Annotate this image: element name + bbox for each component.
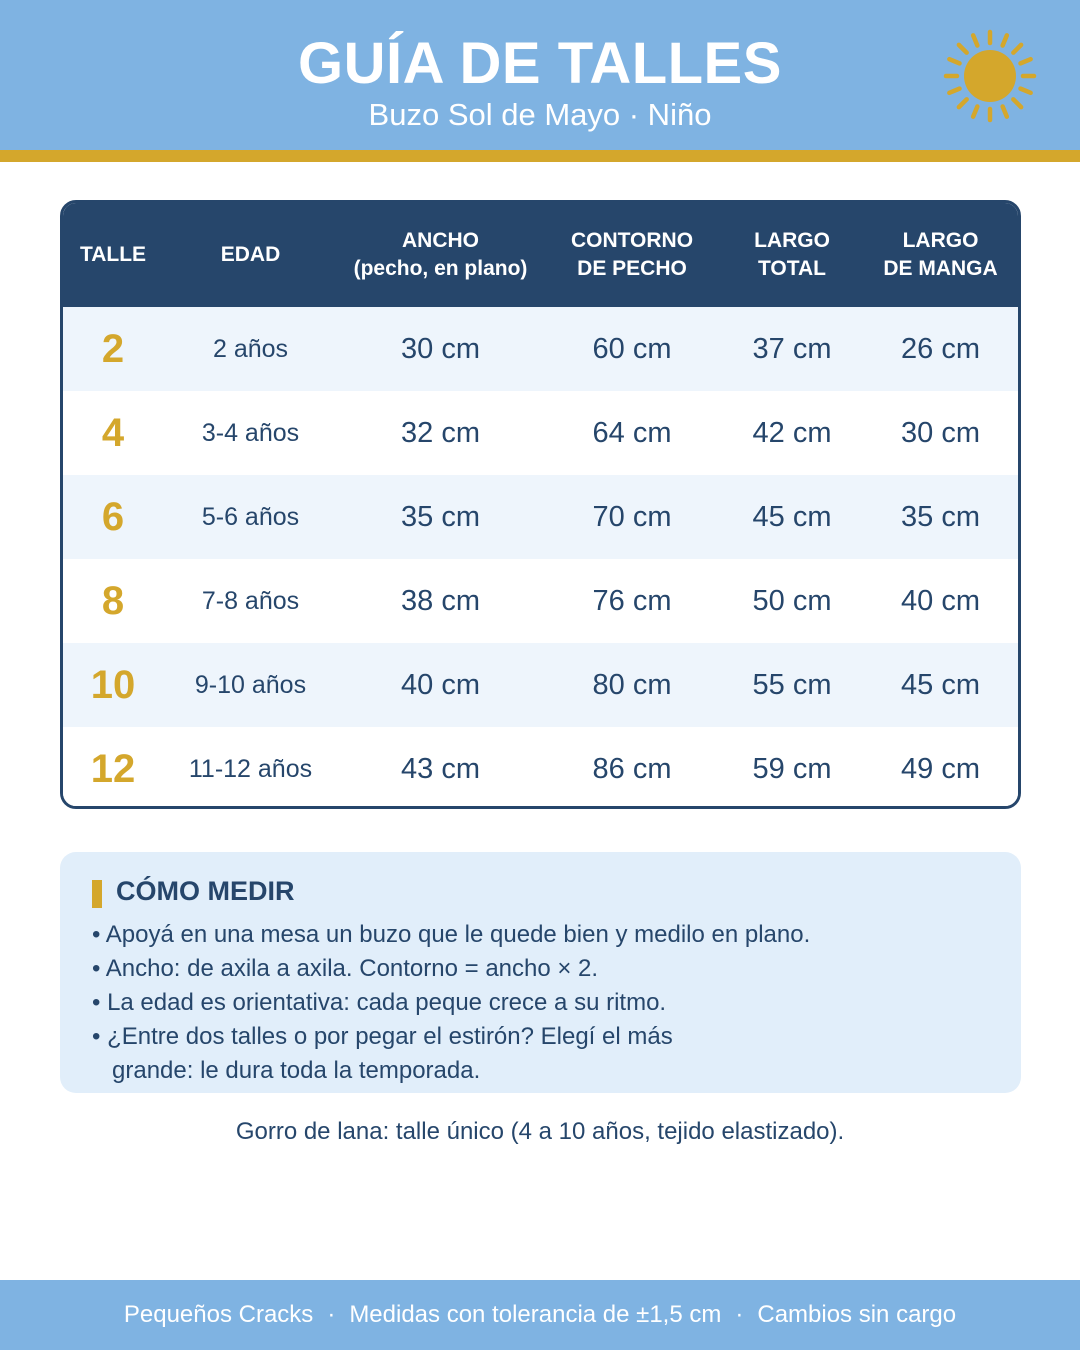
column-header-line: TOTAL xyxy=(757,257,827,280)
measurement-cell: 40 cm xyxy=(901,584,980,617)
measurement-cell: 80 cm xyxy=(592,668,672,701)
how-to-measure-title: CÓMO MEDIR xyxy=(116,876,295,906)
column-header xyxy=(543,203,721,307)
column-header-line: LARGO xyxy=(902,229,979,252)
column-header xyxy=(163,203,338,307)
list-item: grande: le dura toda la temporada. xyxy=(92,1057,481,1084)
hat-size-note: Gorro de lana: talle único (4 a 10 años, tejido elastizado). xyxy=(235,1118,845,1145)
sun-ray xyxy=(959,45,967,53)
measurement-cell: 45 cm xyxy=(901,668,980,701)
footer-exchange: Cambios sin cargo xyxy=(757,1301,957,1328)
age-cell: 11-12 años xyxy=(188,754,313,783)
measurement-cell: 59 cm xyxy=(752,752,832,785)
measurement-cell: 76 cm xyxy=(592,584,672,617)
section-accent-bar xyxy=(92,880,102,908)
measurement-cell: 40 cm xyxy=(401,668,480,701)
sun-ray xyxy=(949,59,959,63)
page-subtitle: Buzo Sol de Mayo · Niño xyxy=(368,97,712,132)
column-header-line: ANCHO xyxy=(402,229,479,252)
table-row xyxy=(63,475,1018,559)
table-row xyxy=(63,727,1018,809)
footer-tolerance: Medidas con tolerancia de ±1,5 cm xyxy=(349,1301,722,1328)
sun-ray xyxy=(1013,45,1021,53)
size-cell: 4 xyxy=(101,410,125,455)
column-header-line: EDAD xyxy=(220,243,281,266)
measurement-cell: 42 cm xyxy=(752,416,832,449)
column-header-line: DE MANGA xyxy=(883,257,998,280)
size-cell: 12 xyxy=(90,746,136,791)
age-cell: 3-4 años xyxy=(201,418,300,447)
footer-separator: · xyxy=(735,1301,744,1328)
column-header xyxy=(863,203,1018,307)
column-header-line: (pecho, en plano) xyxy=(353,257,528,280)
measurement-cell: 43 cm xyxy=(401,752,480,785)
measurement-cell: 35 cm xyxy=(401,500,480,533)
column-header-line: LARGO xyxy=(754,229,830,252)
measurement-cell: 45 cm xyxy=(752,500,832,533)
size-table-container xyxy=(60,200,1021,809)
column-header-line: DE PECHO xyxy=(577,257,687,280)
measurement-cell: 35 cm xyxy=(901,500,980,533)
measurement-cell: 30 cm xyxy=(401,332,480,365)
table-body xyxy=(63,307,1018,809)
measurement-cell: 86 cm xyxy=(592,752,672,785)
size-cell: 6 xyxy=(101,494,125,539)
size-cell: 10 xyxy=(90,662,136,707)
age-cell: 9-10 años xyxy=(194,670,307,699)
table-header-row xyxy=(63,203,1018,307)
footer-band xyxy=(0,1280,1080,1350)
sun-ray xyxy=(1003,106,1007,116)
sun-ray xyxy=(1003,35,1007,45)
measurement-cell: 60 cm xyxy=(592,332,672,365)
measurement-cell: 49 cm xyxy=(901,752,980,785)
sun-ray xyxy=(1020,89,1030,93)
how-to-measure-box xyxy=(60,852,1021,1093)
age-cell: 5-6 años xyxy=(201,502,300,531)
sun-ray xyxy=(973,106,977,116)
age-cell: 2 años xyxy=(212,334,289,363)
column-header xyxy=(63,203,163,307)
measurement-cell: 30 cm xyxy=(901,416,980,449)
footer-separator: · xyxy=(327,1301,336,1328)
sun-ray xyxy=(1013,99,1021,107)
column-header-line: CONTORNO xyxy=(570,229,694,252)
size-cell: 8 xyxy=(101,578,125,623)
page-title: GUÍA DE TALLES xyxy=(298,31,782,96)
footer-brand: Pequeños Cracks xyxy=(123,1301,314,1328)
measurement-cell: 37 cm xyxy=(752,332,832,365)
size-cell: 2 xyxy=(101,326,125,371)
sun-ray xyxy=(973,35,977,45)
header-band xyxy=(0,0,1080,150)
measurement-cell: 55 cm xyxy=(752,668,832,701)
sun-ray xyxy=(1020,59,1030,63)
column-header-line: TALLE xyxy=(79,243,147,266)
column-header xyxy=(338,203,543,307)
measurement-cell: 26 cm xyxy=(901,332,980,365)
table-row xyxy=(63,643,1018,727)
measurement-cell: 32 cm xyxy=(401,416,480,449)
list-item: • Ancho: de axila a axila. Contorno = ancho × 2. xyxy=(92,955,599,982)
table-row xyxy=(63,307,1018,391)
sun-icon xyxy=(942,28,1038,124)
table-row xyxy=(63,559,1018,643)
sun-ray xyxy=(959,99,967,107)
how-to-measure-list xyxy=(92,918,992,1088)
column-header xyxy=(721,203,863,307)
sun-ray xyxy=(949,89,959,93)
list-item: • La edad es orientativa: cada peque crece a su ritmo. xyxy=(92,989,667,1016)
measurement-cell: 64 cm xyxy=(592,416,672,449)
measurement-cell: 70 cm xyxy=(592,500,672,533)
table-row xyxy=(63,391,1018,475)
header-stripe xyxy=(0,150,1080,162)
measurement-cell: 50 cm xyxy=(752,584,832,617)
list-item: • ¿Entre dos talles o por pegar el estirón? Elegí el más xyxy=(92,1023,673,1050)
size-table xyxy=(63,203,1018,809)
measurement-cell: 38 cm xyxy=(401,584,480,617)
list-item: • Apoyá en una mesa un buzo que le quede bien y medilo en plano. xyxy=(92,921,811,948)
age-cell: 7-8 años xyxy=(201,586,300,615)
